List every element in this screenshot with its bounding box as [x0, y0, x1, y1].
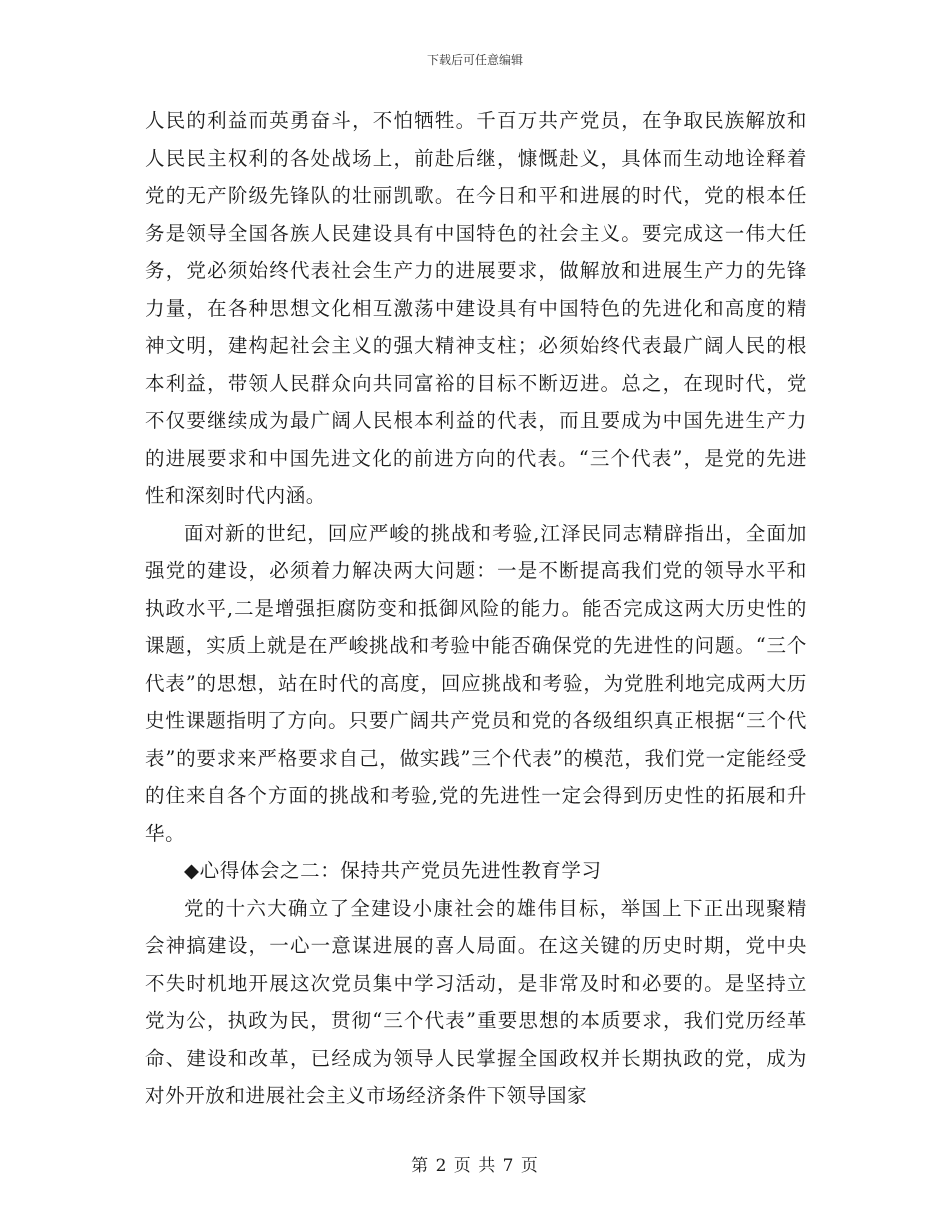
body-paragraph: 面对新的世纪，回应严峻的挑战和考验,江泽民同志精辟指出，全面加强党的建设，必须着力解决两大问题：一是不断提高我们党的领导水平和执政水平,二是增强拒腐防变和抵御风险的能力。能否完成这两大历史性的课题，实质上就是在严峻挑战和考验中能否确保党的先进性的问题。“三个代表”的思想，站在时代的高度，回应挑战和考验，为党胜利地完成两大历史性课题指明了方向。只要广阔共产党员和党的各级组织真正根据“三个代表”的要求来严格要求自己，做实践”三个代表”的模范，我们党一定能经受的住来自各个方面的挑战和考验,党的先进性一定会得到历史性的拓展和升华。 — [145, 521, 807, 845]
body-paragraph: 党的十六大确立了全建设小康社会的雄伟目标，举国上下正出现聚精会神搞建设，一心一意谋进展的喜人局面。在这关键的历史时期，党中央不失时机地开展这次党员集中学习活动，是非常及时和必要的。是坚持立党为公，执政为民，贯彻“三个代表”重要思想的本质要求，我们党历经革命、建设和改革，已经成为领导人民掌握全国政权并长期执政的党，成为对外开放和进展社会主义市场经济条件下领导国家 — [145, 896, 807, 1107]
document-body — [145, 102, 807, 1115]
section-heading: ◆心得体会之二：保持共产党员先进性教育学习 — [184, 859, 602, 882]
body-paragraph: 人民的利益而英勇奋斗，不怕牺牲。千百万共产党员，在争取民族解放和人民民主权利的各处战场上，前赴后继，慷慨赴义，具体而生动地诠释着党的无产阶级先锋队的壮丽凯歌。在今日和平和进展的时代，党的根本任务是领导全国各族人民建设具有中国特色的社会主义。要完成这一伟大任务，党必须始终代表社会生产力的进展要求，做解放和进展生产力的先锋力量，在各种思想文化相互激荡中建设具有中国特色的先进化和高度的精神文明，建构起社会主义的强大精神支柱；必须始终代表最广阔人民的根本利益，带领人民群众向共同富裕的目标不断迈进。总之，在现时代，党不仅要继续成为最广阔人民根本利益的代表，而且要成为中国先进生产力的进展要求和中国先进文化的前进方向的代表。“三个代表”，是党的先进性和深刻时代内涵。 — [145, 109, 807, 507]
page-number: 第 2 页 共 7 页 — [411, 1156, 539, 1176]
page-header: 下载后可任意编辑 — [426, 53, 523, 67]
